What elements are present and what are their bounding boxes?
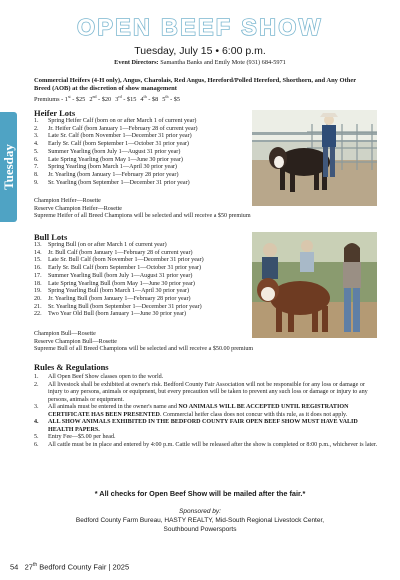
lot-description: Two Year Old Bull (born January 1—June 30 prior year)	[48, 311, 187, 318]
lot-description: Spring Yearling Bull (born March 1—April 30 prior year)	[48, 288, 189, 295]
lot-item	[34, 311, 204, 319]
lot-number: 4.	[34, 141, 39, 148]
heifer-awards	[34, 198, 251, 221]
edition-number: 27	[24, 562, 33, 572]
lot-item	[34, 265, 204, 273]
rules-title: Rules & Regulations	[34, 362, 109, 372]
bull-awards	[34, 331, 253, 354]
rule-item	[34, 374, 379, 382]
rule-item	[34, 419, 379, 434]
rule-number: 3.	[34, 404, 39, 410]
page-number: 54	[10, 562, 19, 572]
lot-number: 6.	[34, 156, 39, 163]
breeds-intro: Commercial Heifers (4-H only), Angus, Charolais, Red Angus, Hereford/Polled Hereford, Shorthorn, and Any Other Breed (AOB) at the discretion of show management	[34, 77, 357, 92]
rule-item	[34, 404, 379, 419]
rule-number: 1.	[34, 374, 39, 380]
lot-description: Early Sr. Bull Calf (born September 1—October 31 prior year)	[48, 265, 201, 272]
edition-suffix: th	[32, 562, 38, 568]
lot-item	[34, 118, 198, 126]
rule-text: Entry Fee—$5.00 per head.	[48, 434, 116, 440]
bull-supreme: Supreme Bull of all Breed Champions will be selected and will receive a $50.00 premium	[34, 346, 254, 353]
lot-number: 16.	[34, 265, 42, 272]
lot-number: 17.	[34, 272, 42, 279]
bull-lots-list	[34, 242, 204, 319]
lot-description: Jr. Heifer Calf (born January 1—February 28 of current year)	[48, 125, 198, 132]
premium-item: 1st - $25	[64, 94, 86, 104]
edition-text: Bedford County Fair | 2025	[39, 562, 130, 572]
heifer-show-photo	[252, 110, 377, 206]
heifer-lots-list	[34, 118, 198, 187]
rule-item	[34, 434, 379, 442]
lot-number: 9.	[34, 179, 39, 186]
lot-description: Spring Bull (on or after March 1 of current year)	[48, 242, 167, 248]
lot-description: Jr. Bull Calf (born January 1—February 28 of current year)	[48, 249, 193, 256]
lot-description: Late Spring Yearling (born May 1—June 30 prior year)	[48, 156, 183, 163]
lot-item	[34, 273, 204, 281]
premiums-list	[65, 96, 184, 103]
bull-lots-title: Bull Lots	[34, 232, 68, 242]
rule-text: ALL SHOW ANIMALS EXHIBITED IN THE BEDFORD COUNTY FAIR OPEN BEEF SHOW MUST HAVE VALID HEALTH PAPERS.	[48, 419, 358, 433]
rule-text: All animals must be entered in the owner's name and	[48, 404, 179, 410]
rule-number: 4.	[34, 419, 39, 425]
premiums-line	[34, 94, 184, 103]
directors-names: Samantha Banks and Emily Mote (931) 684-5971	[160, 59, 286, 66]
lot-number: 5.	[34, 148, 39, 155]
premium-item: 4th - $8	[140, 94, 159, 104]
checks-note: * All checks for Open Beef Show will be mailed after the fair.*	[94, 489, 306, 498]
lot-description: Late Sr. Calf (born November 1—December 31 prior year)	[48, 133, 192, 140]
lot-number: 2.	[34, 125, 39, 132]
lot-number: 19.	[34, 288, 42, 295]
heifer-supreme: Supreme Heifer of all Breed Champions will be selected and will receive a $50 premium	[34, 213, 251, 220]
page-title: OPEN BEEF SHOW	[77, 14, 323, 40]
page-footer	[10, 562, 129, 572]
premium-item: 5th - $5	[162, 94, 181, 104]
rule-number: 5.	[34, 434, 39, 440]
rule-item	[34, 382, 379, 405]
rule-text-bold: NO ANIMALS WILL BE ACCEPTED UNTIL REGISTRATION CERTIFICATE HAS BEEN PRESENTED	[48, 404, 349, 418]
lot-number: 13.	[34, 242, 42, 248]
rule-item	[34, 442, 379, 450]
lot-description: Jr. Yearling (born January 1—February 28 prior year)	[48, 171, 179, 178]
day-side-tab	[0, 112, 17, 222]
rule-text: All livestock shall be exhibited at owner's risk. Bedford County Fair Association will not be responsible for any loss or damage or injury to any persons, animals or equipment, but every precaution will be taken to prevent any such loss or damage or injury to any persons, animals or equipment.	[48, 381, 368, 403]
heifer-champion: Champion Heifer—Rosette	[34, 198, 101, 204]
lot-description: Sr. Yearling (born September 1—December 31 prior year)	[48, 179, 190, 186]
lot-description: Early Sr. Calf (born September 1—October 31 prior year)	[48, 141, 189, 148]
lot-item	[34, 141, 198, 149]
lot-number: 3.	[34, 133, 39, 140]
lot-description: Jr. Yearling Bull (born January 1—February 28 prior year)	[48, 295, 191, 302]
lot-item	[34, 296, 204, 304]
lot-description: Summer Yearling (born July 1—August 31 prior year)	[48, 148, 181, 155]
heifer-reserve: Reserve Champion Heifer—Rosette	[34, 205, 122, 212]
lot-number: 14.	[34, 249, 42, 256]
lot-item	[34, 172, 198, 180]
rules-list	[34, 374, 379, 449]
lot-number: 20.	[34, 295, 42, 302]
lot-item	[34, 242, 204, 250]
lot-description: Spring Yearling (born March 1—April 30 prior year)	[48, 164, 177, 171]
premium-item: 2nd - $20	[89, 94, 112, 104]
lot-description: Summer Yearling Bull (born July 1—August 31 prior year)	[48, 272, 193, 279]
lot-number: 8.	[34, 171, 39, 178]
lot-item	[34, 164, 198, 172]
lot-item	[34, 288, 204, 296]
lot-description: Spring Heifer Calf (born on or after March 1 of current year)	[48, 118, 197, 124]
lot-number: 18.	[34, 280, 42, 287]
sponsor-names: Bedford County Farm Bureau, HASTY REALTY, Mid-South Regional Livestock Center, Southbound Powersports	[75, 517, 325, 533]
lot-number: 1.	[34, 118, 39, 124]
lot-number: 15.	[34, 257, 42, 264]
lot-number: 7.	[34, 164, 39, 171]
bull-reserve: Reserve Champion Bull—Rosette	[34, 338, 117, 345]
rule-text: . Commercial heifer class does not concur with this rule, as it does not apply.	[159, 411, 348, 418]
event-directors	[0, 59, 400, 66]
premium-item: 3rd - $15	[115, 94, 137, 104]
lot-item	[34, 133, 198, 141]
lot-item	[34, 149, 198, 157]
lot-number: 21.	[34, 303, 42, 310]
rule-number: 6.	[34, 441, 39, 448]
lot-description: Late Sr. Bull Calf (born November 1—December 31 prior year)	[48, 257, 204, 264]
day-side-tab-label: Tuesday	[0, 144, 16, 190]
rule-number: 2.	[34, 381, 39, 388]
event-datetime: Tuesday, July 15 • 6:00 p.m.	[134, 45, 266, 57]
lot-description: Sr. Yearling Bull (born September 1—December 31 prior year)	[48, 303, 202, 310]
lot-item	[34, 257, 204, 265]
lot-description: Late Spring Yearling Bull (born May 1—June 30 prior year)	[48, 280, 195, 287]
rule-text: All Open Beef Show classes open to the world.	[48, 374, 164, 380]
directors-label: Event Directors:	[114, 59, 159, 66]
bull-show-photo	[252, 232, 377, 338]
heifer-lots-title: Heifer Lots	[34, 108, 76, 118]
rule-text: All cattle must be in place and entered by 4:00 p.m. Cattle will be released after the show is completed or 8:00 p.m., whichever is later.	[48, 441, 378, 448]
lot-number: 22.	[34, 311, 42, 318]
sponsor-label: Sponsored by:	[179, 508, 221, 515]
premiums-label: Premiums -	[34, 96, 64, 104]
lot-item	[34, 180, 198, 188]
bull-champion: Champion Bull—Rosette	[34, 331, 96, 337]
